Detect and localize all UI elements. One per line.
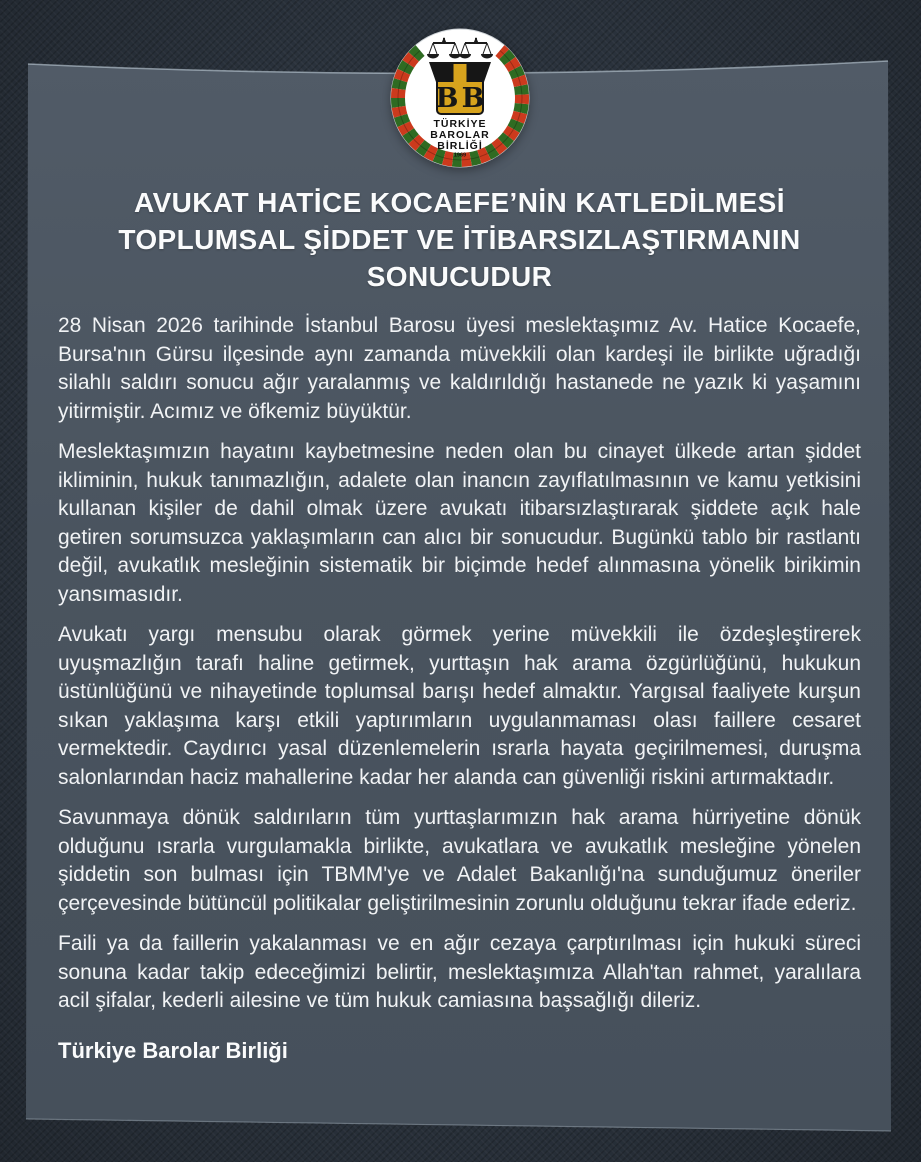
statement-title-line1: AVUKAT HATİCE KOCAEFE’NİN KATLEDİLMESİ [134,187,785,218]
logo-title-line2: BAROLAR [430,129,490,141]
monogram-letter-left: B [435,83,459,114]
statement-paragraph: Meslektaşımızın hayatını kaybetmesine neden olan bu cinayet ülkede artan şiddet ikliminin, hukuk tanımazlığın, adalete olan inancın zayıflatılmasının ve kamu yetkisini kullanan kişiler de dahil olmak üzere avukatı itibarsızlaştırarak şiddete açık hale getiren sorumsuzca yaklaşımların can alıcı bir sonucudur. Bugünkü tablo bir rastlantı değil, avukatlık mesleğinin sistematik bir biçimde hedef alınmasına yönelik birikimin yansımasıdır. [58,440,861,606]
statement-paragraph: Faili ya da faillerin yakalanması ve en ağır cezaya çarptırılması için hukuki süreci sonuna kadar takip edeceğimizi belirtir, meslektaşımıza Allah'tan rahmet, yaralılara acil şifalar, kederli ailesine ve tüm hukuk camiasına başsağlığı dileriz. [58,932,861,1012]
logo-title-line3: BİRLİĞİ [437,140,483,152]
statement-title [58,184,861,295]
monogram-letter-right: B [461,83,485,114]
statement-title-line3: SONUCUDUR [366,261,553,292]
statement-title-line2: TOPLUMSAL ŞİDDET VE İTİBARSIZLAŞTIRMANIN [118,224,801,255]
statement-paragraph: Avukatı yargı mensubu olarak görmek yerine müvekkili ile özdeşleştirerek uyuşmazlığın tarafı haline getirmek, yurttaşın hak arama özgürlüğünü, hukukun üstünlüğünü ve nihayetinde toplumsal barışı hedef almaktır. Yargısal faaliyete kurşun sıkan yaklaşıma karşı etkili yaptırımların uygulanmaması olası faillere cesaret vermektedir. Caydırıcı yasal düzenlemelerin ısrarla hayata geçirilmemesi, duruşma salonlarından haciz mahallerine kadar her alanda can güvenliği riskini artırmaktadır. [58,623,861,789]
logo-title-line1: TÜRKİYE [433,118,487,130]
statement-paragraph: 28 Nisan 2026 tarihinde İstanbul Barosu üyesi meslektaşımız Av. Hatice Kocaefe, Bursa'nın Gürsu ilçesinde aynı zamanda müvekkili olan kardeşi ile birlikte uğradığı silahlı saldırı sonucu ağır yaralanmış ve kaldırıldığı hastanede ne yazık ki yaşamını yitirmiştir. Acımız ve öfkemiz büyüktür. [58,314,861,423]
signature: Türkiye Barolar Birliği [58,1037,288,1063]
tbb-logo [388,24,532,168]
logo-year: 1969 [453,152,467,159]
statement-paragraph: Savunmaya dönük saldırıların tüm yurttaşlarımızın hak arama hürriyetine dönük olduğunu ısrarla vurgulamakla birlikte, avukatlara ve avukatlık mesleğine yönelen şiddetin son bulması için TBMM'ye ve Adalet Bakanlığı'na sunduğumuz öneriler çerçevesinde bütüncül politikalar geliştirilmesinin zorunlu olduğunu tekrar ifade ederiz. [58,806,861,915]
statement-content [58,184,861,1064]
tbb-monogram [429,62,491,114]
